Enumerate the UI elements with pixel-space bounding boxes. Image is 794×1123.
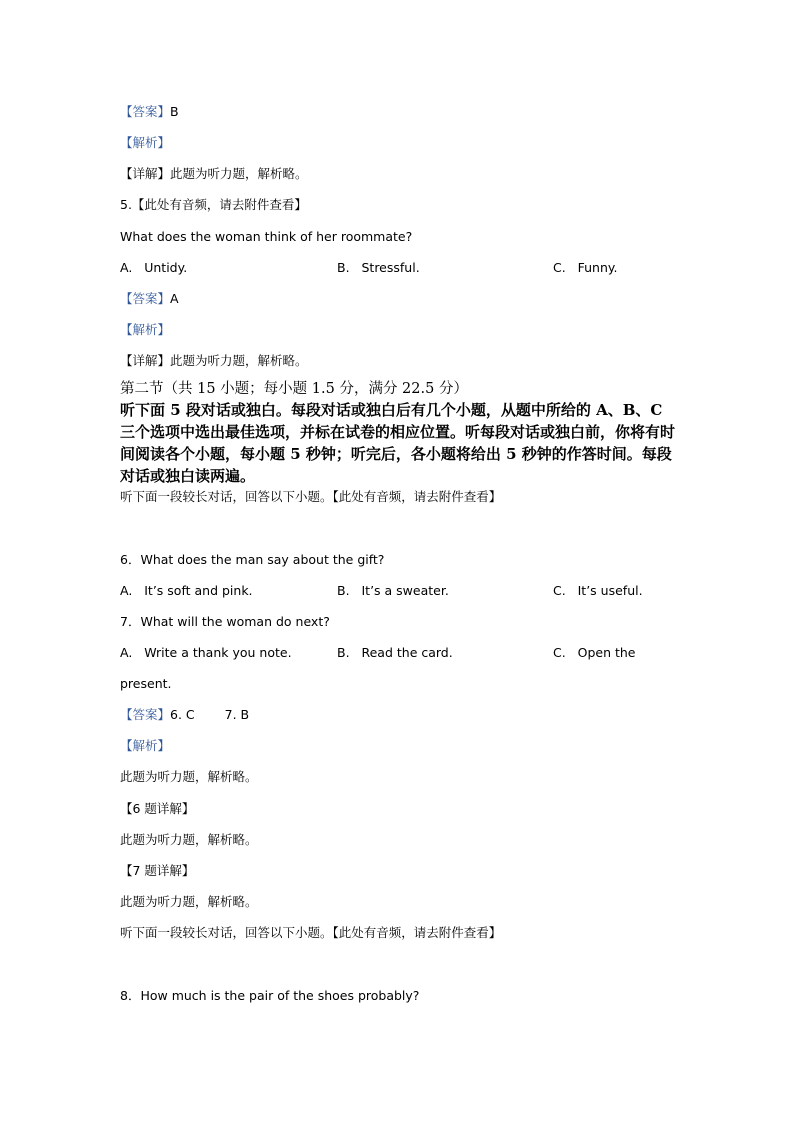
option-letter: B. xyxy=(337,260,350,275)
answer-6: 6. C xyxy=(170,707,195,722)
option-text: Untidy. xyxy=(144,260,188,275)
detail-tag: 【详解】 xyxy=(120,353,171,368)
q7-option-b xyxy=(337,645,453,661)
answer-value: A xyxy=(170,291,179,306)
analysis-6-7-heading xyxy=(120,738,170,754)
q5-detail-line xyxy=(120,353,308,369)
analysis-6-7-text: 此题为听力题，解析略。 xyxy=(120,769,258,784)
answer-value: B xyxy=(170,104,179,119)
q5-option-b xyxy=(337,260,420,276)
q7-option-c-wrap: present. xyxy=(120,676,172,691)
q6-option-c xyxy=(553,583,643,599)
question-5-text: What does the woman think of her roommate? xyxy=(120,229,413,244)
answer-tag: 【答案】 xyxy=(120,104,171,119)
dialog-1-intro: 听下面一段较长对话，回答以下小题。【此处有音频，请去附件查看】 xyxy=(120,489,502,504)
q7-option-c xyxy=(553,645,636,661)
answer-6-7-line xyxy=(120,707,249,723)
question-7-text: 7．What will the woman do next? xyxy=(120,614,330,629)
q5-option-a xyxy=(120,260,187,276)
option-letter: B. xyxy=(337,645,350,660)
answer-7: 7. B xyxy=(224,707,250,722)
option-letter: C. xyxy=(553,645,566,660)
question-8-text: 8．How much is the pair of the shoes probably? xyxy=(120,988,420,1003)
option-letter: C. xyxy=(553,583,566,598)
option-text: It’s useful. xyxy=(577,583,643,598)
detail-6-text: 此题为听力题，解析略。 xyxy=(120,832,258,847)
q5-option-c xyxy=(553,260,618,276)
q5-answer-line xyxy=(120,291,179,307)
question-5-audio: 5.【此处有音频，请去附件查看】 xyxy=(120,197,307,212)
detail-tag: 【详解】 xyxy=(120,166,171,181)
analysis-tag: 【解析】 xyxy=(120,135,171,150)
detail-line xyxy=(120,166,308,182)
answer-tag: 【答案】 xyxy=(120,707,171,722)
detail-7-text: 此题为听力题，解析略。 xyxy=(120,894,258,909)
detail-text: 此题为听力题，解析略。 xyxy=(170,166,308,181)
option-text: It’s soft and pink. xyxy=(144,583,253,598)
option-text: Read the card. xyxy=(361,645,453,660)
analysis-tag: 【解析】 xyxy=(120,738,171,753)
option-text: It’s a sweater. xyxy=(361,583,449,598)
option-letter: A. xyxy=(120,583,133,598)
q6-option-a xyxy=(120,583,253,599)
option-letter: A. xyxy=(120,645,133,660)
detail-6-heading: 【6 题详解】 xyxy=(120,801,195,816)
option-letter: A. xyxy=(120,260,133,275)
q5-analysis-heading xyxy=(120,322,170,338)
option-text: Funny. xyxy=(577,260,618,275)
answer-line xyxy=(120,104,179,120)
analysis-tag: 【解析】 xyxy=(120,322,171,337)
option-text: Open the xyxy=(577,645,636,660)
dialog-2-intro: 听下面一段较长对话，回答以下小题。【此处有音频，请去附件查看】 xyxy=(120,925,502,940)
detail-text: 此题为听力题，解析略。 xyxy=(170,353,308,368)
option-letter: C. xyxy=(553,260,566,275)
question-6-text: 6．What does the man say about the gift? xyxy=(120,552,385,567)
answer-tag: 【答案】 xyxy=(120,291,171,306)
option-text: Stressful. xyxy=(361,260,420,275)
section-2-title: 第二节（共 15 小题；每小题 1.5 分，满分 22.5 分） xyxy=(120,381,468,397)
section-2-instructions: 听下面 5 段对话或独白。每段对话或独白后有几个小题，从题中所给的 A、B、C 三个选项中选出最佳选项，并标在试卷的相应位置。听每段对话或独白前，你将有时间阅读各个小题，每小题 5 秒钟；听完后，各小题将给出 5 秒钟的作答时间。每段对话或独白读两遍。 xyxy=(120,401,676,485)
option-letter: B. xyxy=(337,583,350,598)
q7-option-a xyxy=(120,645,292,661)
q6-option-b xyxy=(337,583,449,599)
analysis-heading xyxy=(120,135,170,151)
detail-7-heading: 【7 题详解】 xyxy=(120,863,195,878)
option-text: Write a thank you note. xyxy=(144,645,292,660)
